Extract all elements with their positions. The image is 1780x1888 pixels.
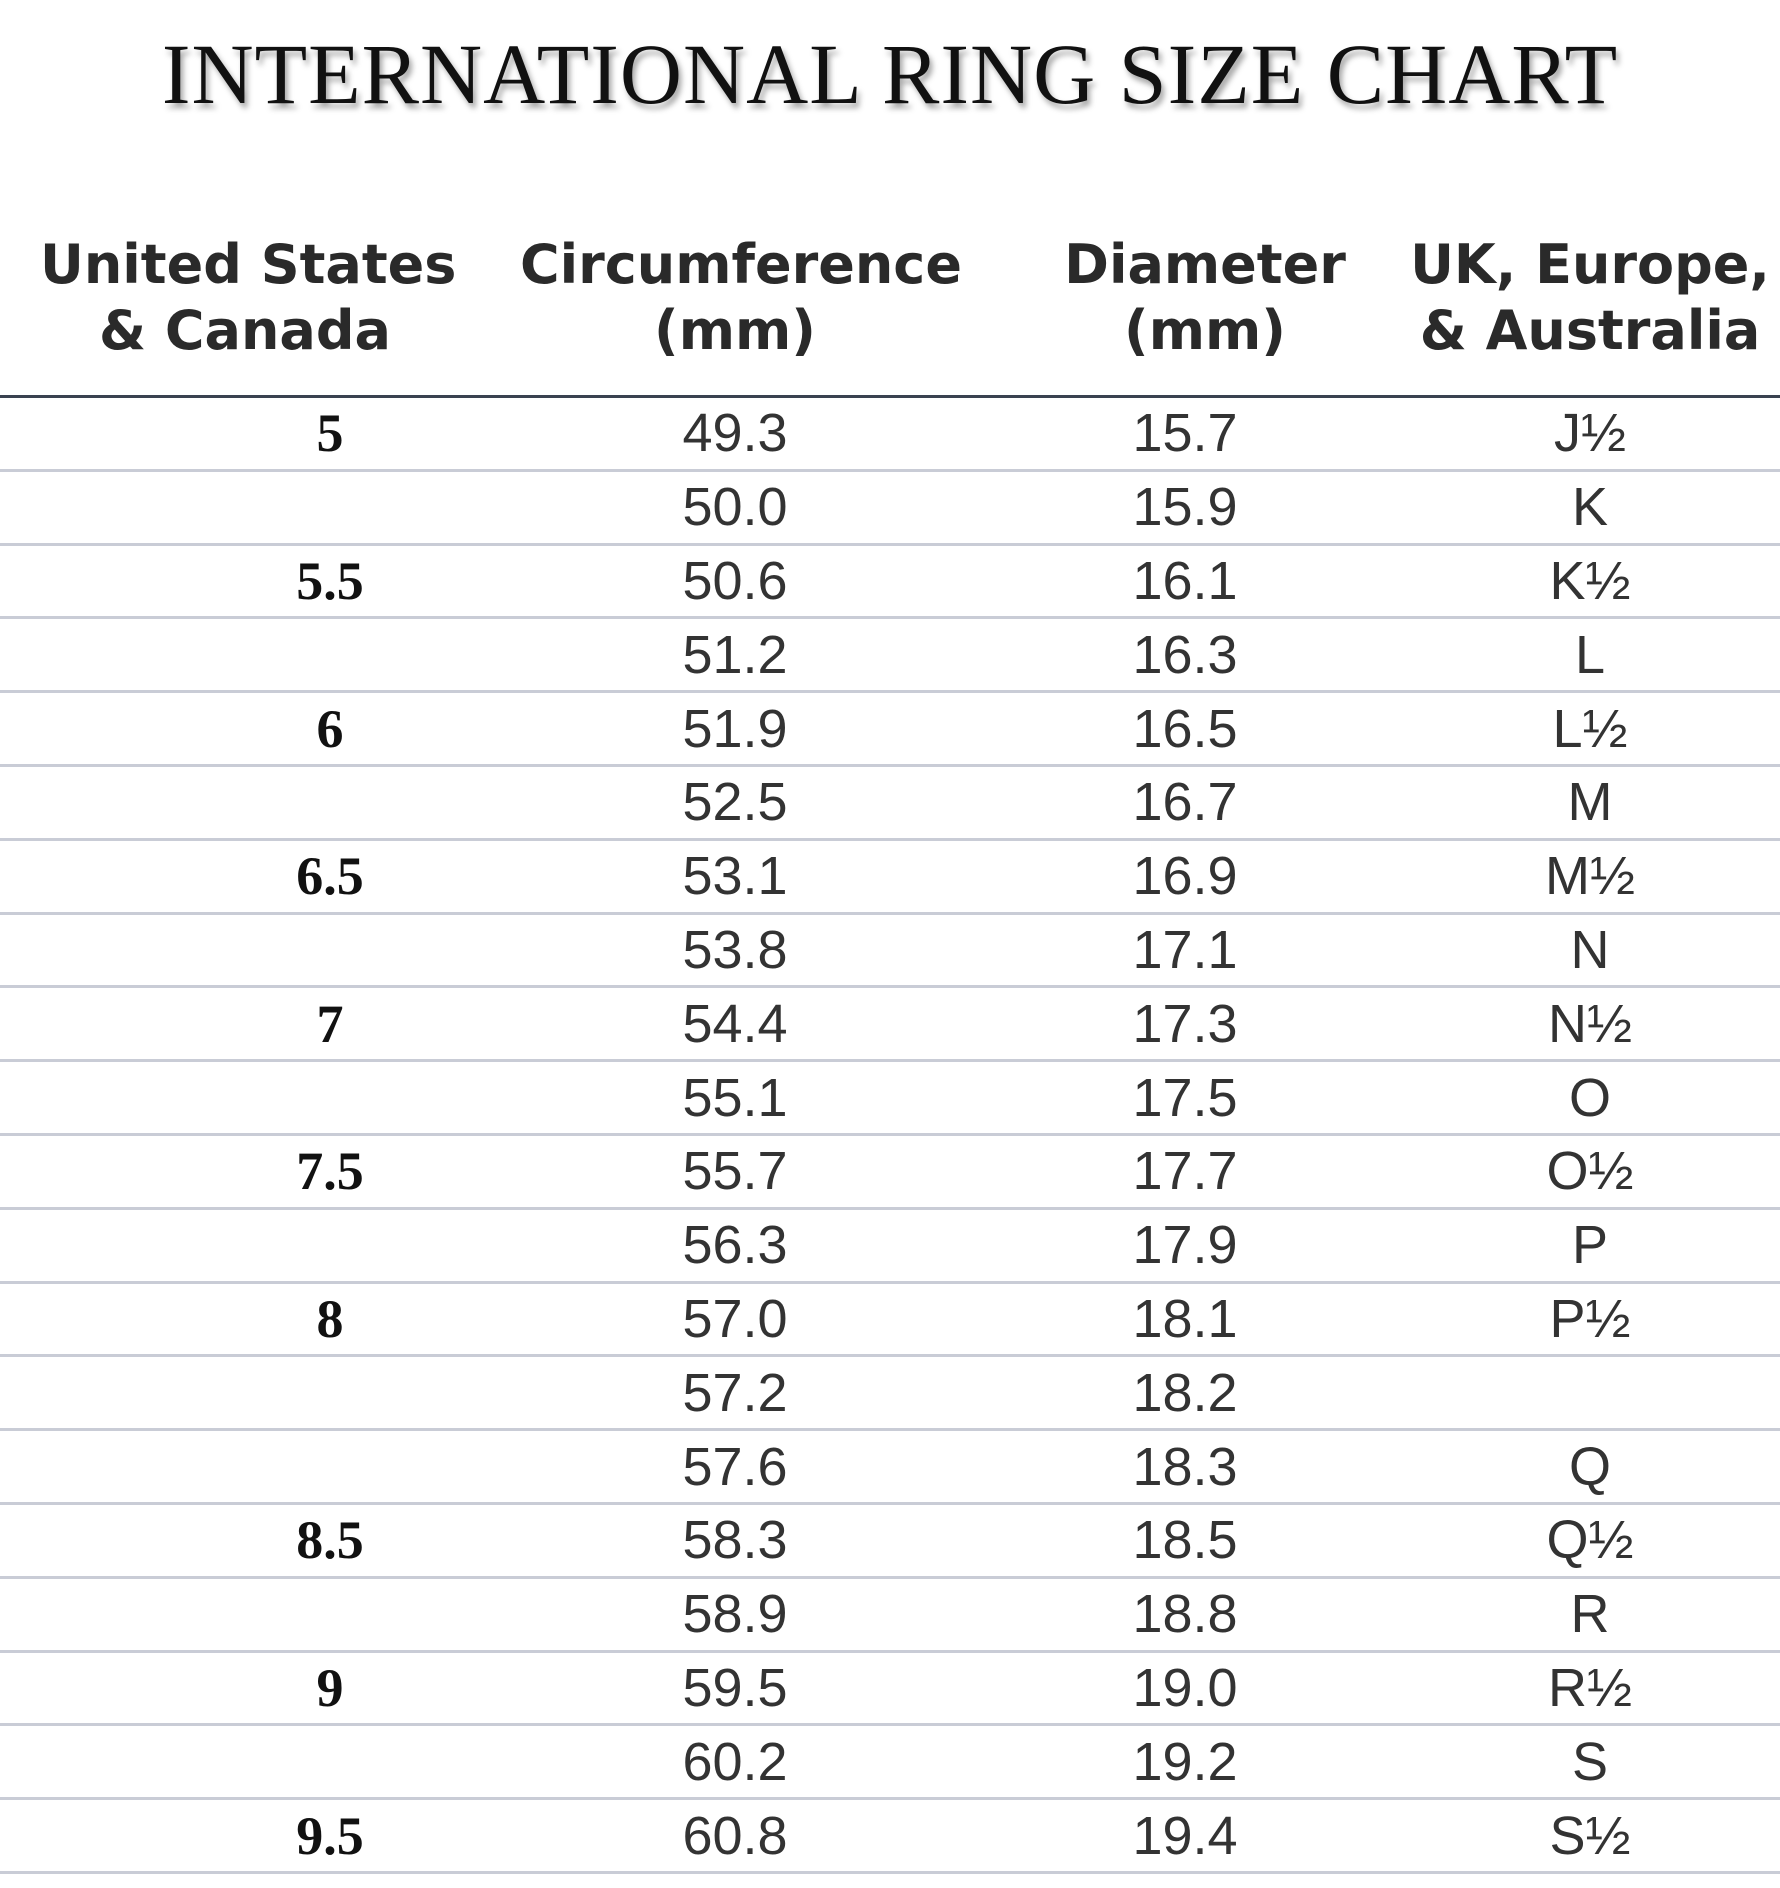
cell-diameter: 15.9: [1132, 477, 1238, 538]
column-header-line: United States: [40, 233, 457, 296]
cell-diameter: 17.3: [1132, 993, 1238, 1054]
cell-diameter: 17.7: [1132, 1141, 1238, 1202]
cell-diameter: 16.5: [1132, 698, 1238, 759]
cell-uk-size: [1440, 1357, 1740, 1428]
table-row: [0, 1431, 1780, 1505]
cell-circumference: 53.1: [682, 846, 788, 907]
cell-circumference: 57.6: [682, 1436, 788, 1497]
cell-uk-size: Q½: [1546, 1510, 1634, 1571]
table-row: [0, 1136, 1780, 1210]
column-header-us-canada: [40, 232, 457, 364]
cell-diameter: 15.7: [1132, 403, 1238, 464]
cell-us-size: 8: [316, 1288, 344, 1349]
table-row: [0, 1726, 1780, 1800]
cell-us-size: 7: [316, 993, 344, 1054]
cell-circumference: 49.3: [682, 403, 788, 464]
cell-diameter: 18.2: [1132, 1362, 1238, 1423]
cell-circumference: 59.5: [682, 1657, 788, 1718]
column-header-line: (mm): [1124, 299, 1286, 362]
cell-us-size: 7.5: [296, 1141, 364, 1202]
column-header-line: UK, Europe,: [1410, 233, 1770, 296]
cell-circumference: 50.6: [682, 550, 788, 611]
table-row: [0, 1357, 1780, 1431]
table-row: [0, 988, 1780, 1062]
cell-uk-size: M½: [1544, 846, 1636, 907]
cell-diameter: 17.5: [1132, 1067, 1238, 1128]
cell-uk-size: O½: [1546, 1141, 1634, 1202]
cell-us-size: [185, 1357, 475, 1428]
cell-us-size: [185, 472, 475, 543]
cell-circumference: 60.2: [682, 1731, 788, 1792]
cell-uk-size: S: [1571, 1731, 1609, 1792]
table-row: [0, 1505, 1780, 1579]
column-header-circumference: [520, 232, 962, 364]
table-row: [0, 472, 1780, 546]
cell-uk-size: K: [1571, 477, 1609, 538]
cell-circumference: 57.2: [682, 1362, 788, 1423]
cell-us-size: 6: [316, 698, 344, 759]
column-header-line: Circumference: [520, 233, 962, 296]
column-header-line: Diameter: [1064, 233, 1346, 296]
cell-circumference: 53.8: [682, 919, 788, 980]
cell-diameter: 16.7: [1132, 772, 1238, 833]
cell-uk-size: M: [1567, 772, 1613, 833]
cell-uk-size: N: [1570, 919, 1610, 980]
table-row: [0, 1653, 1780, 1727]
cell-uk-size: N½: [1547, 993, 1633, 1054]
cell-us-size: 5.5: [296, 550, 364, 611]
cell-diameter: 19.0: [1132, 1657, 1238, 1718]
cell-us-size: [185, 1431, 475, 1502]
page-title: INTERNATIONAL RING SIZE CHART: [161, 26, 1619, 122]
cell-circumference: 60.8: [682, 1805, 788, 1866]
cell-diameter: 18.1: [1132, 1288, 1238, 1349]
table-row: [0, 1062, 1780, 1136]
cell-us-size: 6.5: [296, 846, 364, 907]
cell-us-size: 9.5: [296, 1805, 364, 1866]
cell-diameter: 18.8: [1132, 1584, 1238, 1645]
cell-circumference: 58.3: [682, 1510, 788, 1571]
cell-diameter: 16.3: [1132, 624, 1238, 685]
table-row: [0, 1800, 1780, 1874]
cell-circumference: 55.1: [682, 1067, 788, 1128]
table-row: [0, 619, 1780, 693]
cell-uk-size: P½: [1549, 1288, 1631, 1349]
cell-uk-size: L: [1574, 624, 1606, 685]
cell-diameter: 16.1: [1132, 550, 1238, 611]
column-header-line: & Australia: [1419, 299, 1761, 362]
cell-circumference: 51.9: [682, 698, 788, 759]
cell-us-size: [185, 1579, 475, 1650]
cell-uk-size: O: [1568, 1067, 1611, 1128]
cell-uk-size: J½: [1553, 403, 1627, 464]
column-header-diameter: [1040, 232, 1370, 364]
cell-circumference: 50.0: [682, 477, 788, 538]
cell-us-size: [185, 1210, 475, 1281]
cell-uk-size: R½: [1547, 1657, 1633, 1718]
cell-circumference: 54.4: [682, 993, 788, 1054]
cell-circumference: 55.7: [682, 1141, 788, 1202]
table-row: [0, 1210, 1780, 1284]
cell-uk-size: S½: [1549, 1805, 1631, 1866]
cell-uk-size: K½: [1549, 550, 1631, 611]
cell-diameter: 19.4: [1132, 1805, 1238, 1866]
cell-uk-size: L½: [1552, 698, 1628, 759]
cell-us-size: [185, 1726, 475, 1797]
table-row: [0, 841, 1780, 915]
cell-circumference: 57.0: [682, 1288, 788, 1349]
table-header: [0, 232, 1780, 392]
table-row: [0, 398, 1780, 472]
cell-circumference: 58.9: [682, 1584, 788, 1645]
cell-circumference: 56.3: [682, 1215, 788, 1276]
cell-circumference: 51.2: [682, 624, 788, 685]
cell-diameter: 16.9: [1132, 846, 1238, 907]
table-row: [0, 546, 1780, 620]
cell-diameter: 18.3: [1132, 1436, 1238, 1497]
cell-circumference: 52.5: [682, 772, 788, 833]
cell-us-size: [185, 619, 475, 690]
cell-uk-size: R: [1570, 1584, 1610, 1645]
cell-diameter: 18.5: [1132, 1510, 1238, 1571]
table-row: [0, 1284, 1780, 1358]
cell-us-size: [185, 767, 475, 838]
cell-uk-size: P: [1571, 1215, 1609, 1276]
cell-us-size: [185, 1062, 475, 1133]
ring-size-table: [0, 398, 1780, 1874]
table-row: [0, 1579, 1780, 1653]
column-header-line: & Canada: [99, 299, 391, 362]
table-row: [0, 693, 1780, 767]
table-row: [0, 915, 1780, 989]
cell-us-size: 8.5: [296, 1510, 364, 1571]
column-header-line: (mm): [654, 299, 816, 362]
cell-diameter: 17.9: [1132, 1215, 1238, 1276]
cell-uk-size: Q: [1568, 1436, 1611, 1497]
cell-us-size: 5: [316, 403, 344, 464]
column-header-uk-europe-australia: [1400, 232, 1780, 364]
cell-us-size: [185, 915, 475, 986]
table-row: [0, 767, 1780, 841]
cell-us-size: 9: [316, 1657, 344, 1718]
cell-diameter: 19.2: [1132, 1731, 1238, 1792]
cell-diameter: 17.1: [1132, 919, 1238, 980]
